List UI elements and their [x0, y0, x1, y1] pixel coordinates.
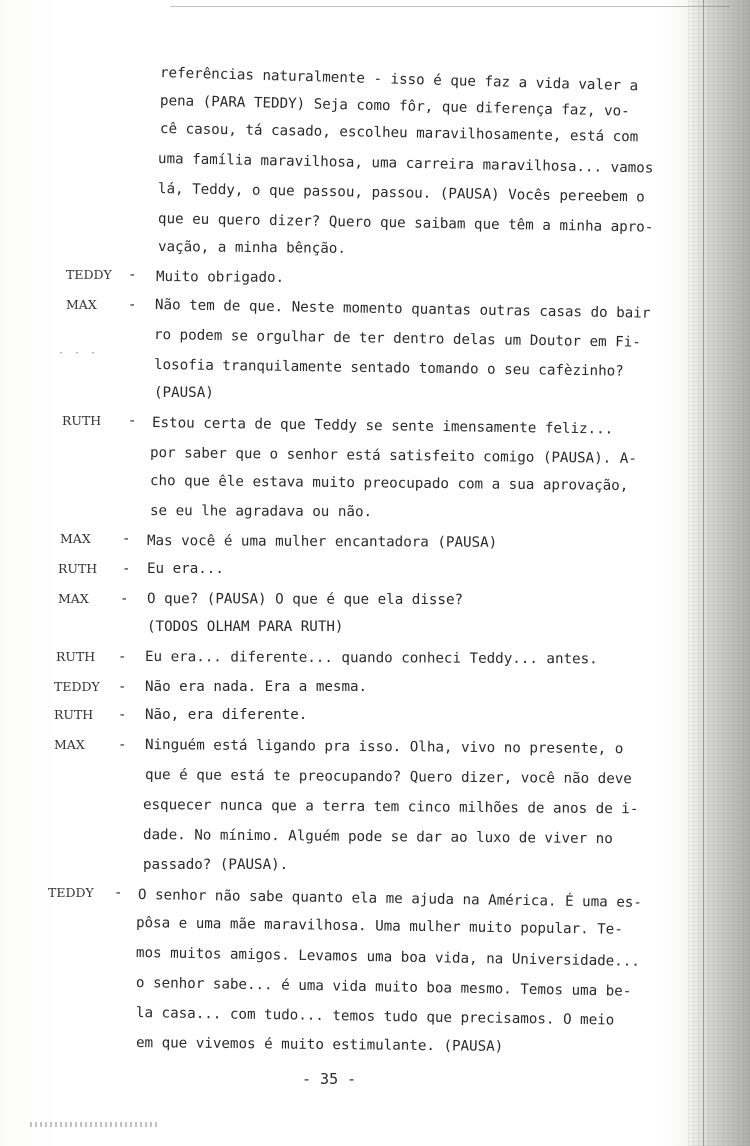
speaker-dash: -: [118, 707, 127, 723]
scan-smudge: [30, 1122, 160, 1127]
top-rule: [170, 6, 730, 7]
dialogue-line: Não, era diferente.: [145, 707, 308, 723]
dialogue-line: em que vivemos é muito estimulante. (PAUSA): [135, 1035, 504, 1055]
dialogue-line: que eu quero dizer? Quero que saibam que têm a minha apro-: [157, 211, 654, 236]
dialogue-line: Estou certa de que Teddy se sente imensamente feliz...: [151, 415, 614, 438]
binding-edge: [688, 0, 750, 1146]
speaker-name: MAX: [58, 591, 89, 606]
speaker-dash: -: [128, 297, 137, 313]
speaker-name: MAX: [54, 737, 85, 752]
dialogue-line: Muito obrigado.: [155, 269, 285, 286]
dialogue-line: passado? (PAUSA).: [143, 857, 289, 873]
dialogue-line: Eu era...: [147, 561, 224, 577]
dialogue-line: mos muitos amigos. Levamos uma boa vida, na Universidade...: [135, 945, 641, 970]
dialogue-line: Ninguém está ligando pra isso. Olha, vivo no presente, o: [144, 737, 624, 758]
dialogue-line: Mas você é uma mulher encantadora (PAUSA): [146, 533, 498, 551]
speaker-dash: -: [118, 737, 127, 753]
dialogue-line: se eu lhe agradava ou não.: [149, 503, 373, 521]
dialogue-line: (TODOS OLHAM PARA RUTH): [147, 619, 344, 635]
dialogue-line: Não tem de que. Neste momento quantas outras casas do bair: [154, 297, 651, 322]
dialogue-line: dade. No mínimo. Alguém pode se dar ao luxo de viver no: [142, 827, 613, 848]
speaker-dash: -: [114, 885, 123, 901]
dialogue-line: O senhor não sabe quanto ela me ajuda na América. É uma es-: [137, 887, 643, 911]
dialogue-line: O que? (PAUSA) O que é que ela disse?: [146, 591, 464, 609]
speaker-name: TEDDY: [66, 267, 112, 282]
speaker-name: RUTH: [58, 561, 98, 576]
dialogue-line: referências naturalmente - isso é que faz a vida valer a: [159, 65, 639, 95]
dialogue-line: o senhor sabe... é uma vida muito boa mesmo. Temos uma be-: [135, 975, 632, 1000]
dialogue-line: (PAUSA): [154, 385, 214, 401]
speaker-dash: -: [122, 531, 131, 547]
page-number: - 35 -: [302, 1070, 357, 1088]
speaker-dash: -: [118, 679, 127, 695]
speaker-dash: -: [128, 267, 137, 283]
speaker-name: MAX: [60, 531, 91, 546]
speaker-name: TEDDY: [48, 885, 94, 900]
dialogue-line: pôsa e uma mãe maravilhosa. Uma mulher muito popular. Te-: [135, 915, 623, 938]
dialogue-line: ro podem se orgulhar de ter dentro delas um Doutor em Fi-: [153, 327, 641, 351]
dialogue-line: por saber que o senhor está satisfeito comigo (PAUSA). A-: [149, 445, 637, 467]
dialogue-line: uma família maravilhosa, uma carreira maravilhosa... vamos: [157, 151, 654, 177]
ink-specks: · · ·: [58, 348, 99, 359]
dialogue-line: Não era nada. Era a mesma.: [145, 679, 368, 695]
binding-fold-line: [703, 0, 704, 1146]
speaker-name: RUTH: [56, 649, 96, 664]
dialogue-line: vação, a minha bênção.: [157, 239, 346, 257]
speaker-name: TEDDY: [54, 679, 100, 694]
dialogue-line: lá, Teddy, o que passou, passou. (PAUSA) Vocês pereebem o: [157, 181, 645, 206]
speaker-dash: -: [122, 561, 131, 577]
speaker-dash: -: [118, 649, 127, 665]
speaker-name: MAX: [66, 297, 97, 312]
dialogue-line: que é que está te preocupando? Quero dizer, você não deve: [144, 767, 632, 788]
dialogue-line: losofia tranquilamente sentado tomando o seu cafèzinho?: [153, 357, 624, 380]
dialogue-line: cho que êle estava muito preocupado com a sua aprovação,: [149, 473, 629, 495]
dialogue-line: la casa... com tudo... temos tudo que precisamos. O meio: [135, 1005, 615, 1029]
speaker-dash: -: [128, 413, 137, 429]
dialogue-line: Eu era... diferente... quando conheci Teddy... antes.: [144, 649, 598, 668]
dialogue-line: cê casou, tá casado, escolheu maravilhosamente, está com: [159, 121, 639, 146]
speaker-dash: -: [120, 591, 129, 607]
speaker-name: RUTH: [54, 707, 94, 722]
speaker-name: RUTH: [62, 413, 102, 428]
dialogue-line: pena (PARA TEDDY) Seja como fôr, que diferença faz, vo-: [159, 93, 630, 120]
dialogue-line: esquecer nunca que a terra tem cinco milhões de anos de i-: [142, 797, 639, 818]
